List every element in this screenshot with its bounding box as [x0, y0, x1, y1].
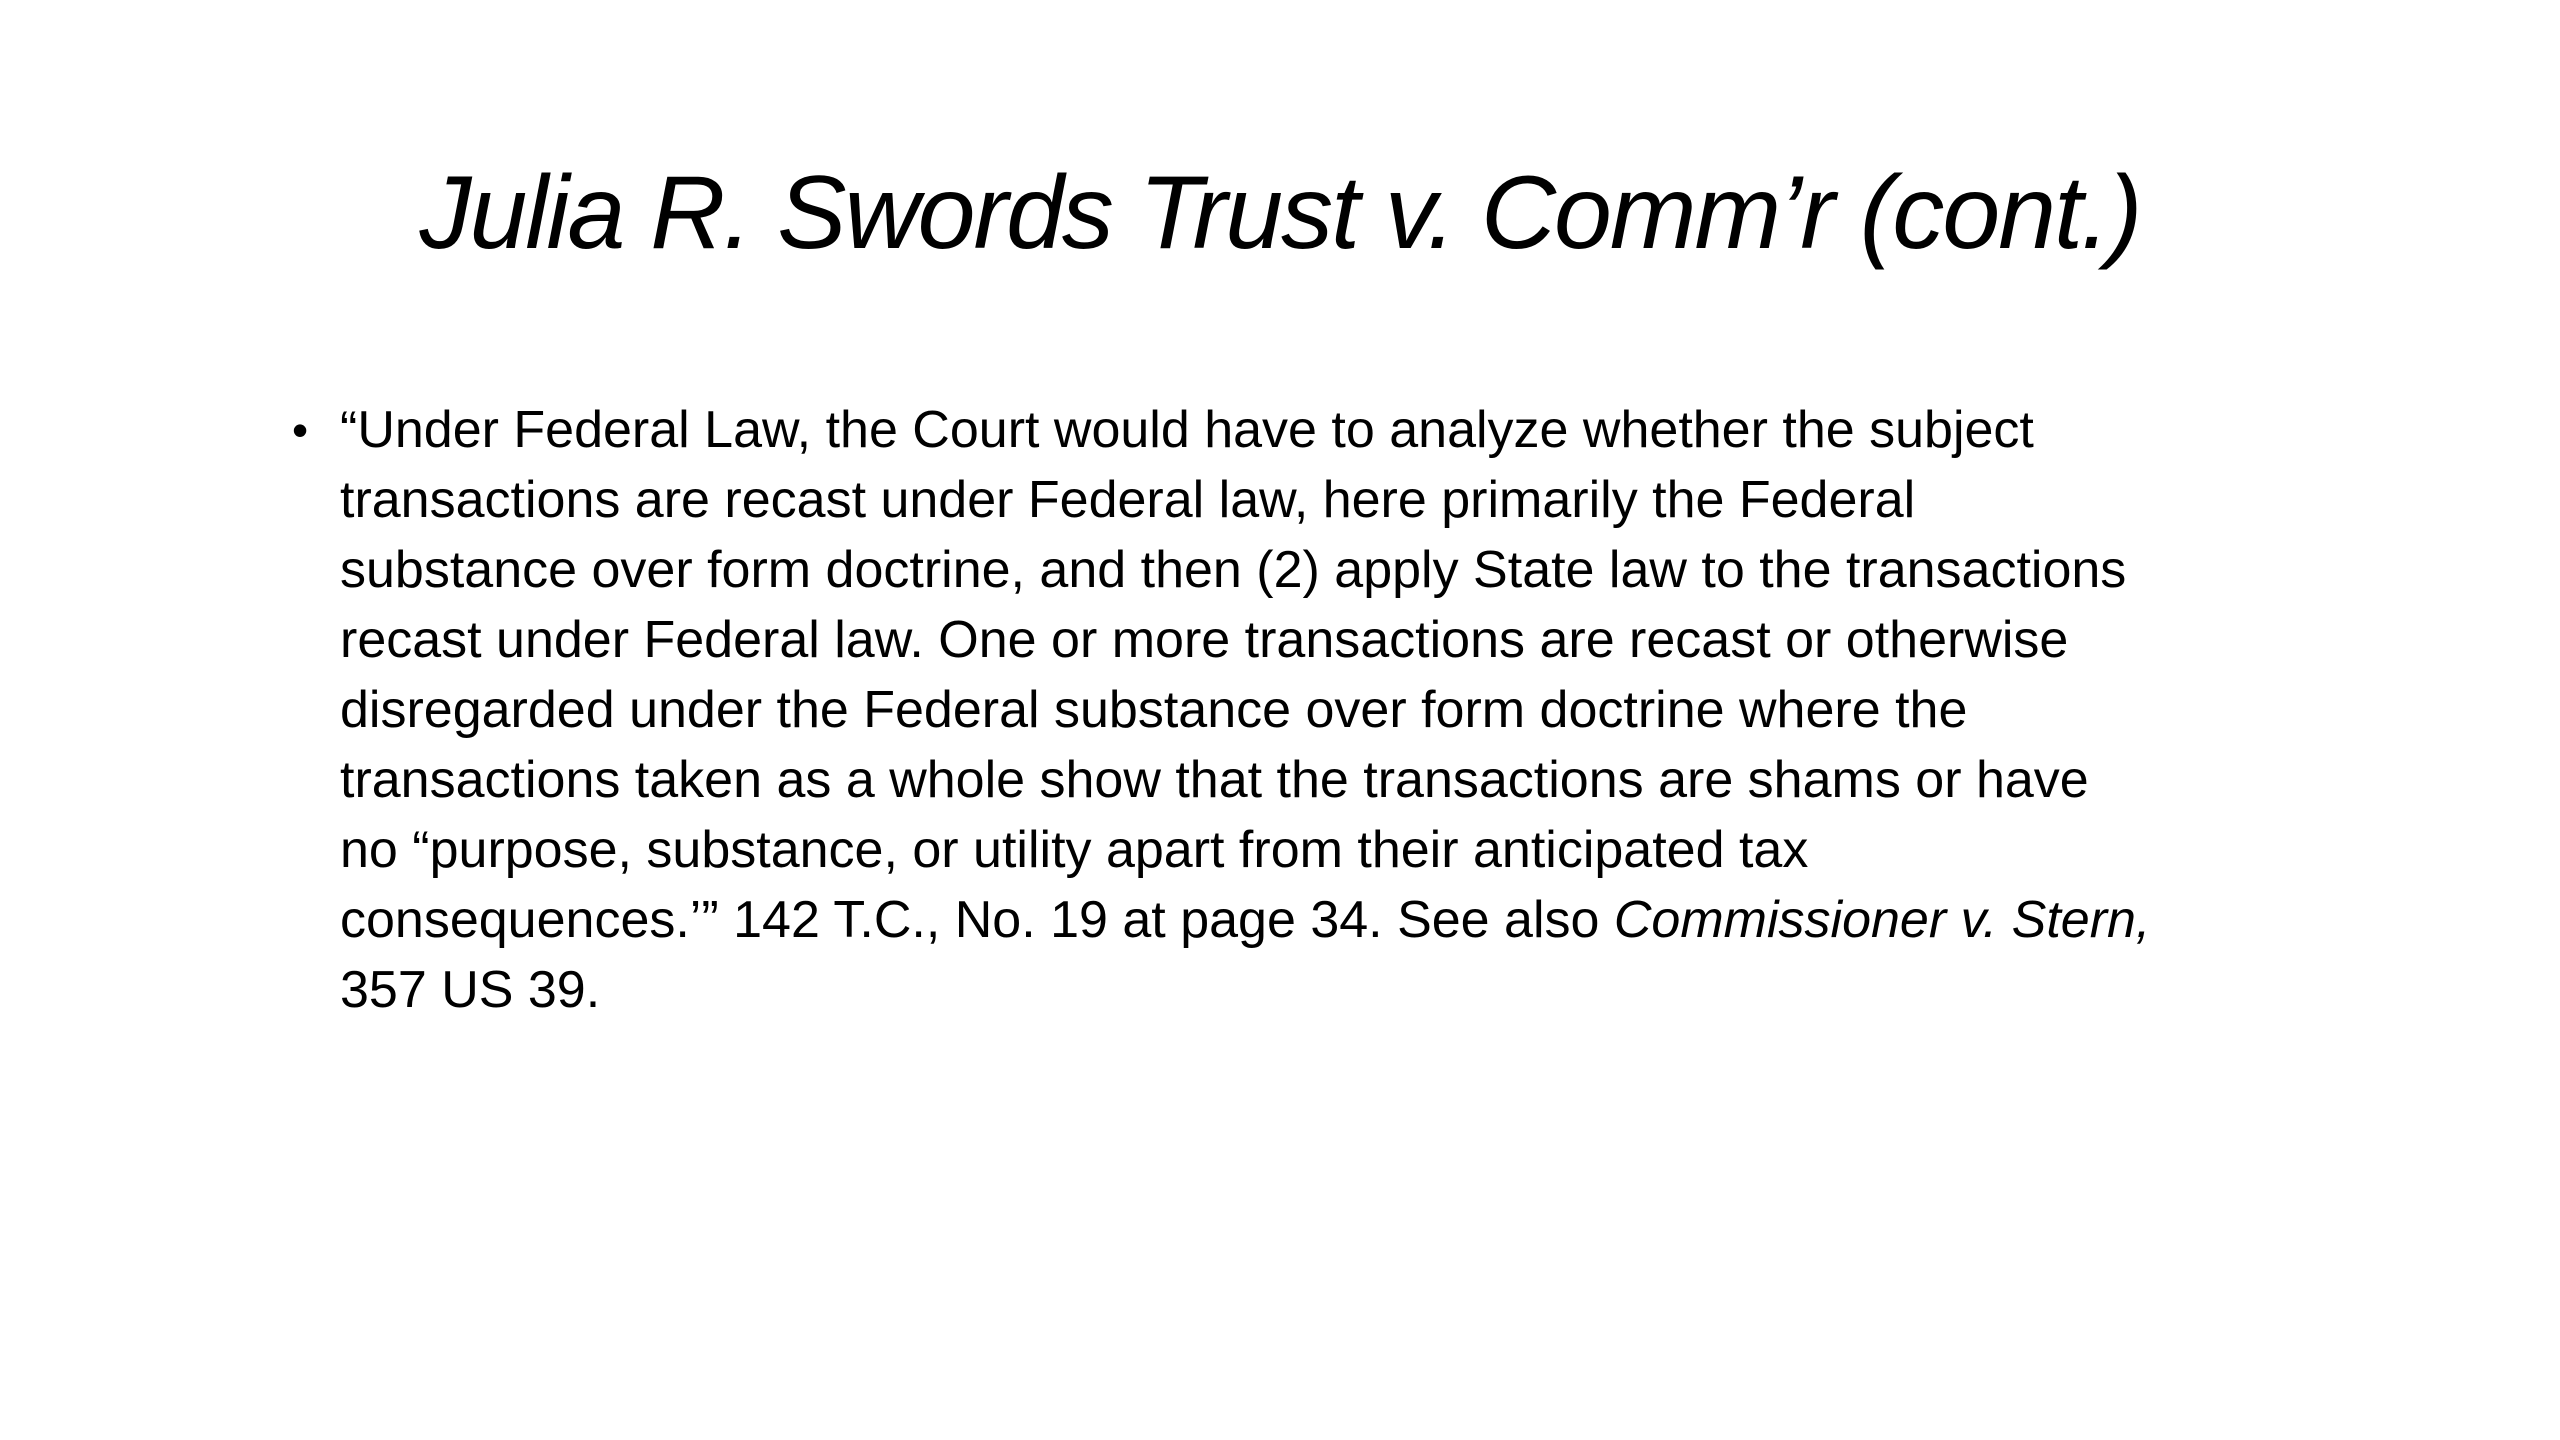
- quote-line-6: transactions taken as a whole show that the transactions are shams or have: [340, 751, 2089, 809]
- quote-line-1: “Under Federal Law, the Court would have to analyze whether the subject: [340, 401, 2034, 459]
- quote-line-5: disregarded under the Federal substance over form doctrine where the: [340, 681, 1968, 739]
- bullet-item: [286, 395, 2406, 1025]
- bullet-list: [286, 395, 2406, 1025]
- quote-line-2: transactions are recast under Federal law, here primarily the Federal: [340, 471, 1916, 529]
- quote-line-3: substance over form doctrine, and then (2) apply State law to the transactions: [340, 541, 2127, 599]
- slide-title: Julia R. Swords Trust v. Comm’r (cont.): [419, 155, 2141, 271]
- bullet-icon: •: [292, 404, 309, 456]
- quote-line-8: [340, 885, 2406, 955]
- quote-line-4: recast under Federal law. One or more transactions are recast or otherwise: [340, 611, 2069, 669]
- case-citation: 357 US 39.: [340, 961, 601, 1019]
- case-name: Commissioner v. Stern,: [1613, 891, 2151, 949]
- quote-line-7: no “purpose, substance, or utility apart from their anticipated tax: [340, 821, 1809, 879]
- citation-text: consequences.’” 142 T.C., No. 19 at page 34. See also: [340, 891, 1614, 949]
